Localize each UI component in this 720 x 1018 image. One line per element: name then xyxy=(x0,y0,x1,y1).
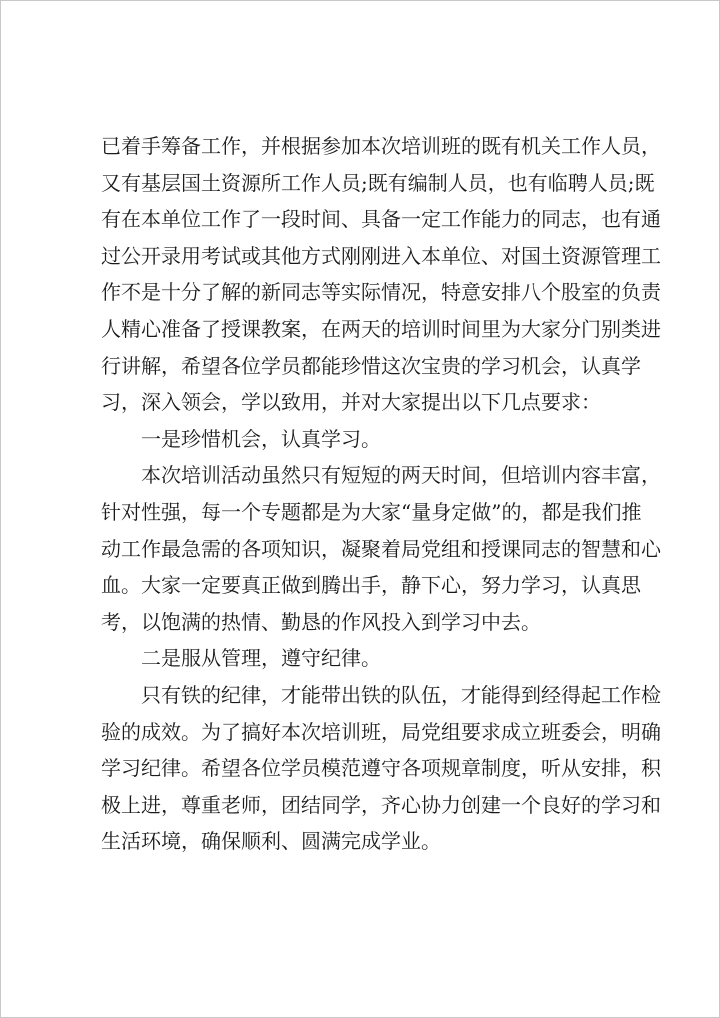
text-line: 行讲解，希望各位学员都能珍惜这次宝贵的学习机会，认真学 xyxy=(101,353,641,378)
text-line: 有在本单位工作了一段时间、具备一定工作能力的同志，也有通 xyxy=(101,207,661,232)
text-line: 生活环境，确保顺利、圆满完成学业。 xyxy=(101,829,441,854)
text-line: 针对性强，每一个专题都是为大家“量身定做”的，都是我们推 xyxy=(101,499,642,524)
text-line: 已着手筹备工作，并根据参加本次培训班的既有机关工作人员， xyxy=(101,134,661,158)
text-line: 动工作最急需的各项知识，凝聚着局党组和授课同志的智慧和心 xyxy=(101,536,661,561)
text-line: 血。大家一定要真正做到腾出手，静下心，努力学习，认真思 xyxy=(101,573,641,598)
text-line: 学习纪律。希望各位学员模范遵守各项规章制度，听从安排，积 xyxy=(101,756,661,781)
section-heading: 二是服从管理，遵守纪律。 xyxy=(141,646,381,671)
text-line: 极上进，尊重老师，团结同学，齐心协力创建一个良好的学习和 xyxy=(101,792,661,817)
text-line: 考，以饱满的热情、勤恳的作风投入到学习中去。 xyxy=(101,609,541,634)
text-line: 人精心准备了授课教案，在两天的培训时间里为大家分门别类进 xyxy=(101,316,661,341)
text-line: 过公开录用考试或其他方式刚刚进入本单位、对国土资源管理工 xyxy=(101,243,661,268)
text-line: 本次培训活动虽然只有短短的两天时间，但培训内容丰富， xyxy=(141,463,661,488)
text-line: 验的成效。为了搞好本次培训班，局党组要求成立班委会，明确 xyxy=(101,719,661,744)
section-heading: 一是珍惜机会，认真学习。 xyxy=(141,426,381,451)
text-line: 作不是十分了解的新同志等实际情况，特意安排八个股室的负责 xyxy=(101,280,661,305)
text-line: 习，深入领会，学以致用，并对大家提出以下几点要求： xyxy=(101,390,601,415)
body-text xyxy=(101,128,661,860)
text-line: 只有铁的纪律，才能带出铁的队伍，才能得到经得起工作检 xyxy=(141,682,661,707)
text-line: 又有基层国土资源所工作人员;既有编制人员，也有临聘人员;既 xyxy=(101,170,655,195)
